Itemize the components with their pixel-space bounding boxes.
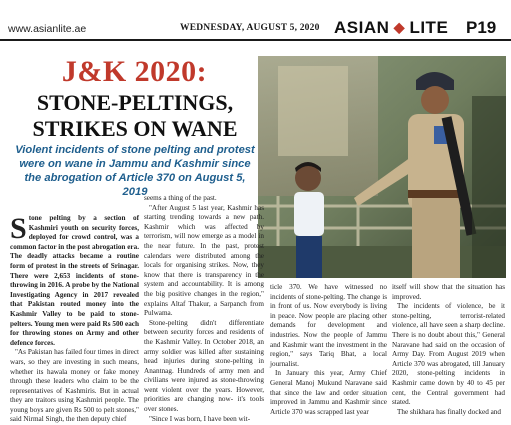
body-paragraph: The incidents of violence, be it stone-pelting, terrorist-related violence, all have seen a sharp decline. There is no doubt about this," General Naravane had said on the occasion of Army Day. From August 2019 when Article 370 was abrogated, till January 2020, stone-pelting incidents in Kashmir came down by 40 to 45 per cent, the Central government had stated. <box>392 302 505 407</box>
body-paragraph: itself will show that the situation has improved. <box>392 283 505 301</box>
article-column-3 <box>270 283 387 416</box>
drop-cap: S <box>10 212 27 245</box>
brand-logo <box>334 18 448 38</box>
article-kicker: J&K 2020: <box>61 55 208 88</box>
body-paragraph: "As Pakistan has failed four times in direct wars, so they are investing in such means, whether its hawala money or fake money through these leaders who claim to be the representatives of Kashmiris. But in actual they are traitors using Kashmiri people. The young boys are given Rs 500 to pelt stones," said Nirmal Singh, the then deputy chief <box>10 348 139 424</box>
headline-line-2: STRIKES ON WANE <box>32 116 238 141</box>
headline-line-1: STONE-PELTINGS, <box>36 90 234 115</box>
body-paragraph: "After August 5 last year, Kashmir has starting trending towards a new path. Kashmir which was affected by terrorism, will now emerge as a model in the near future. In the past, protest calendars were distributed among the locals for organising strikes. Now, they know that there is transparency in the system and accountability. It is among the big positive changes in the region," explains Altaf Thakur, a Sarpanch from Pulwama. <box>144 203 264 318</box>
body-paragraph: "Since I was born, I have been wit- <box>149 414 251 423</box>
body-paragraph: In January this year, Army Chief General Manoj Mukund Naravane said that since the law and order situation improved in Jammu and Kashmir since Article 370 was scrapped last year <box>270 369 387 416</box>
article-photo <box>258 56 506 278</box>
lead-text: tone pelting by a section of Kashmiri youth on security forces, deployed for crowd control, was a common factor in the post abrogation era. The deadly attacks became a routine form of protest in the streets of Srinagar. There were 2,653 incidents of stone-throwing in 2016. A probe by the National Investigating Agency in 2017 revealed that Pakistan routed money into the Kashmir Valley to be paid to stone-pelters. Young men were paid Rs 500 each for throwing stones on Army and other defence forces. <box>10 214 139 347</box>
brand-asian: ASIAN <box>334 18 390 37</box>
body-paragraph: seems a thing of the past. <box>144 194 217 202</box>
brand-diamond-icon: ◆ <box>389 19 410 35</box>
photo-illustration <box>258 56 506 278</box>
page-number: P19 <box>466 18 497 37</box>
site-url[interactable]: www.asianlite.ae <box>8 23 87 35</box>
article-headline <box>10 90 260 142</box>
body-paragraph: The shikhara has finally docked and <box>397 407 501 416</box>
article-standfirst: Violent incidents of stone pelting and protest were on wane in Jammu and Kashmir since the abrogation of Article 370 on August 5, 2019 <box>15 144 255 198</box>
header-rule <box>0 39 511 41</box>
body-paragraph: Stone-pelting didn't differentiate between security forces and residents of the Kashmir Valley. In October 2018, an army soldier was killed after sustaining head injuries during stone-pelting in Anantnag. Hundreds of army men and civilians were injured as stone-throwing went violent over the years. However, priorities are changing now- it's tools over stones. <box>144 318 264 414</box>
article-column-2 <box>144 194 264 423</box>
lead-paragraph <box>10 214 139 348</box>
body-paragraph: ticle 370. We have witnessed no incidents of stone-pelting. The change is in front of us. Now everybody is living in peace. Now people are placing other demands for development and industries. Now the people of Jammu and Kashmir want the investment in the region," says Tariq Bhat, a local journalist. <box>270 283 387 368</box>
article-column-4 <box>392 283 505 416</box>
page-header <box>0 0 511 40</box>
dateline: WEDNESDAY, AUGUST 5, 2020 <box>180 23 320 33</box>
brand-lite: LITE <box>409 18 449 37</box>
article-column-1 <box>10 212 139 424</box>
